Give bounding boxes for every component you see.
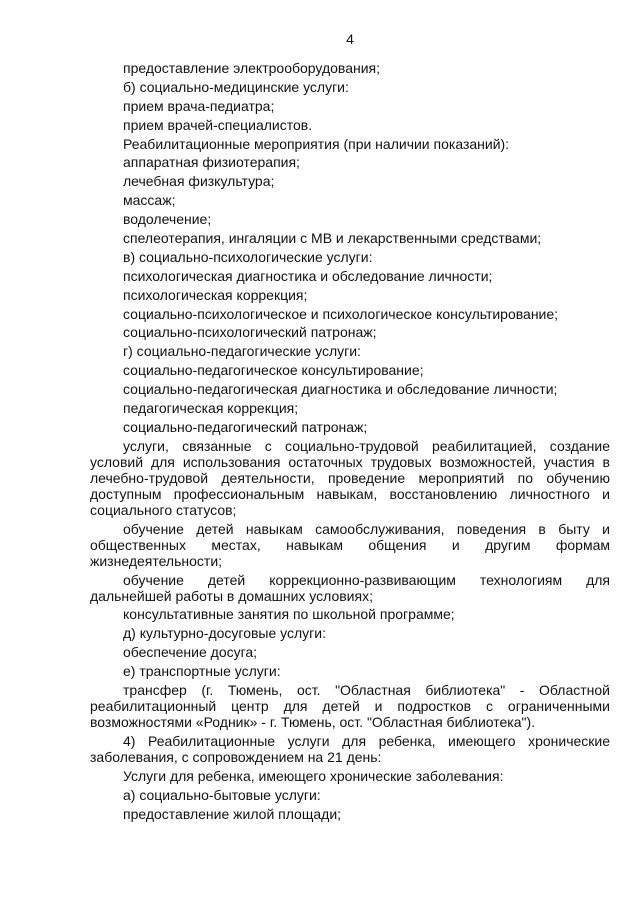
section-heading: е) транспортные услуги:	[123, 663, 281, 680]
paragraph: услуги, связанные с социально-трудовой реабилитацией, создание условий для использования остаточных трудовых возможностей, участия в лечебно-трудовой деятельности, проведение мероприятий по обучению доступным профессиональным навыкам, восстановлению личностного и социального статусов;	[90, 437, 610, 518]
list-item: водолечение;	[123, 211, 212, 228]
section-heading: а) социально-бытовые услуги:	[123, 786, 321, 803]
paragraph: трансфер (г. Тюмень, ост. "Областная библиотека" - Областной реабилитационный центр для детей и подростков с ограниченными возможностями «Родник» - г. Тюмень, ост. "Областная библиотека").	[90, 682, 610, 731]
list-item: психологическая коррекция;	[123, 286, 308, 303]
section-heading: Реабилитационные мероприятия (при наличии показаний):	[123, 135, 510, 152]
list-item: психологическая диагностика и обследование личности;	[123, 267, 493, 284]
section-heading: в) социально-психологические услуги:	[123, 248, 373, 265]
list-item: прием врача-педиатра;	[123, 97, 275, 114]
list-item: аппаратная физиотерапия;	[123, 154, 300, 171]
list-item: обеспечение досуга;	[123, 644, 258, 661]
list-item: педагогическая коррекция;	[123, 400, 299, 417]
list-item: прием врачей-специалистов.	[123, 116, 313, 133]
paragraph: 4) Реабилитационные услуги для ребенка, имеющего хронические заболевания, с сопровождением на 21 день:	[90, 732, 610, 765]
paragraph: предоставление электрооборудования;	[123, 60, 380, 76]
list-item: спелеотерапия, ингаляции с МВ и лекарственными средствами;	[123, 230, 542, 247]
list-item: предоставление жилой площади;	[123, 805, 342, 822]
section-heading: б) социально-медицинские услуги:	[123, 78, 349, 95]
page-number: 4	[346, 31, 354, 47]
section-heading: г) социально-педагогические услуги:	[123, 343, 361, 360]
list-item: социально-педагогическое консультирование;	[123, 362, 424, 379]
paragraph: обучение детей коррекционно-развивающим технологиям для дальнейшей работы в домашних условиях;	[90, 571, 610, 604]
list-item: массаж;	[123, 192, 176, 209]
list-item: социально-педагогический патронаж;	[123, 418, 368, 435]
list-item: социально-педагогическая диагностика и обследование личности;	[123, 381, 558, 398]
list-item: социально-психологическое и психологическое консультирование;	[123, 305, 559, 322]
section-heading: д) культурно-досуговые услуги:	[123, 625, 326, 642]
document-body	[90, 60, 610, 825]
paragraph: обучение детей навыкам самообслуживания, поведения в быту и общественных местах, навыкам общения и другим формам жизнедеятельности;	[90, 520, 610, 569]
section-heading: Услуги для ребенка, имеющего хронические заболевания:	[123, 767, 504, 784]
list-item: консультативные занятия по школьной программе;	[123, 606, 455, 623]
list-item: лечебная физкультура;	[123, 173, 275, 190]
list-item: социально-психологический патронаж;	[123, 324, 377, 341]
